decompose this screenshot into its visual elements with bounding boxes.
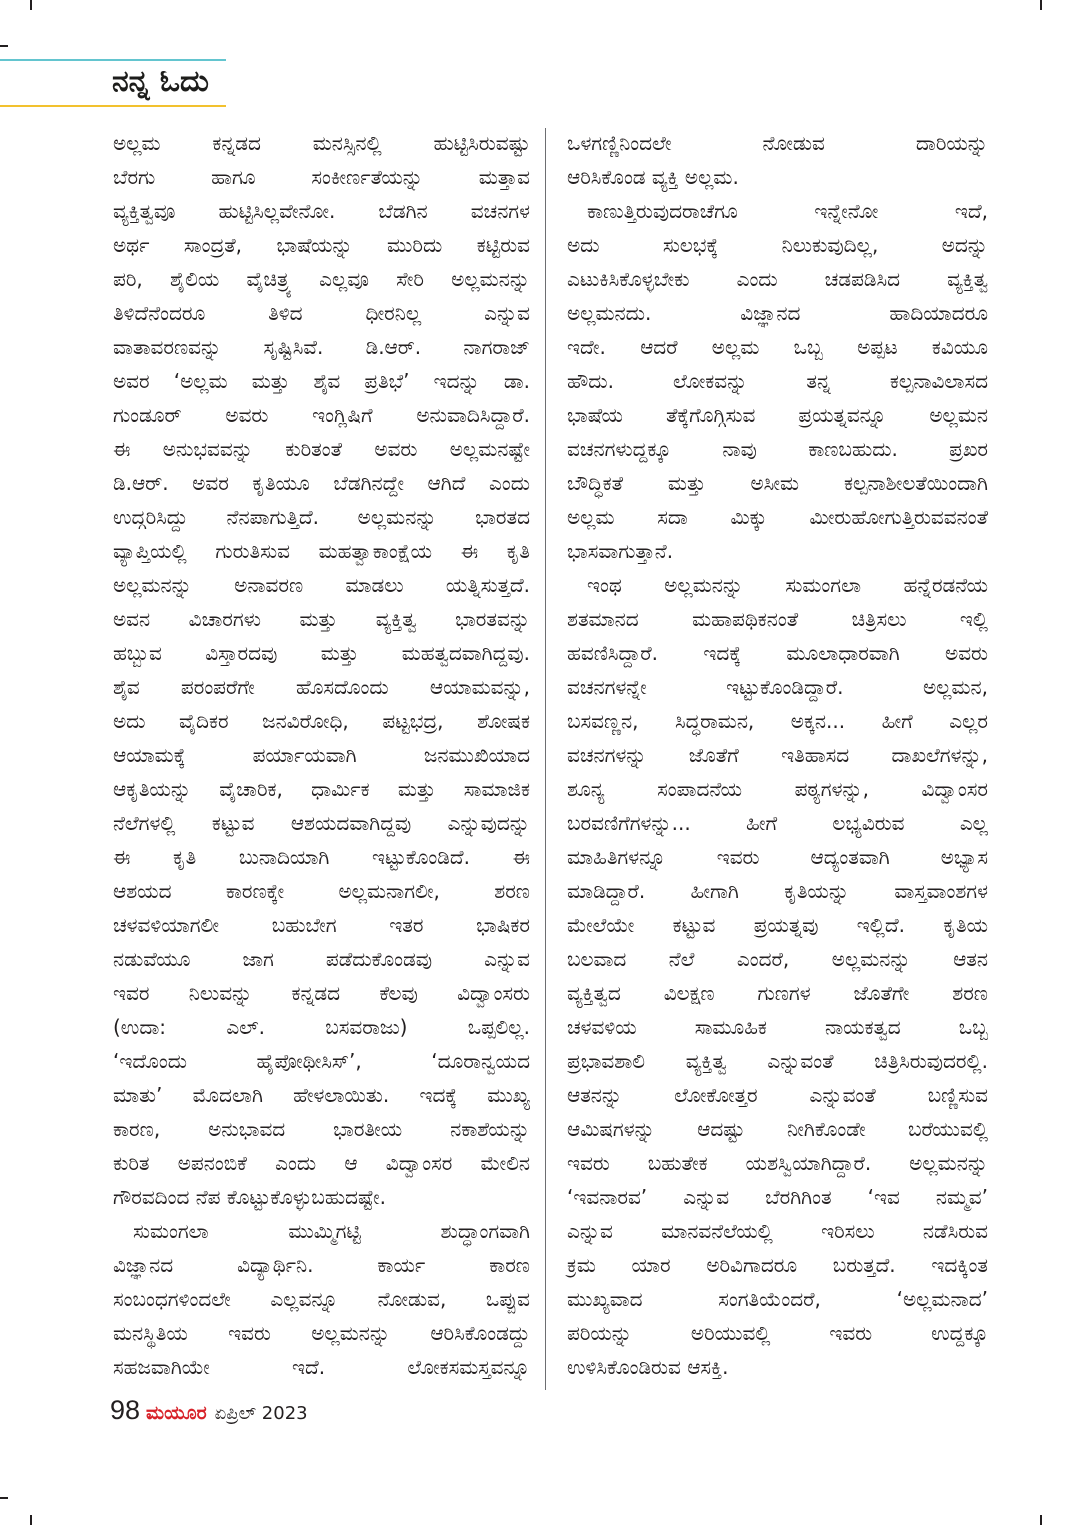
column-divider bbox=[545, 128, 546, 1390]
text-line: ವ್ಯಕ್ತಿತ್ವದ ವಿಲಕ್ಷಣ ಗುಣಗಳ ಜೊತೆಗೇ ಶರಣ bbox=[567, 981, 988, 1005]
crop-mark bbox=[1040, 0, 1042, 10]
text-line: ಭಾಸವಾಗುತ್ತಾನೆ. bbox=[567, 539, 674, 563]
text-line: ಕುರಿತ ಅಪನಂಬಿಕೆ ಎಂದು ಆ ವಿದ್ವಾಂಸರ ಮೇಲಿನ bbox=[113, 1151, 530, 1175]
text-line: ಈ ಕೃತಿ ಬುನಾದಿಯಾಗಿ ಇಟ್ಟುಕೊಂಡಿದೆ. ಈ bbox=[113, 845, 530, 869]
text-line: ಎನ್ನುವ ಮಾನವನೆಲೆಯಲ್ಲಿ ಇರಿಸಲು ನಡೆಸಿರುವ bbox=[567, 1219, 988, 1243]
text-line: ವಾತಾವರಣವನ್ನು ಸೃಷ್ಟಿಸಿವೆ. ಡಿ.ಆರ್. ನಾಗರಾಜ್ bbox=[113, 335, 530, 359]
page-number: 98 bbox=[110, 1395, 141, 1425]
text-line: ಅವನ ವಿಚಾರಗಳು ಮತ್ತು ವ್ಯಕ್ತಿತ್ವ ಭಾರತವನ್ನು bbox=[113, 607, 530, 631]
text-line: ಅದು ಸುಲಭಕ್ಕೆ ನಿಲುಕುವುದಿಲ್ಲ, ಅದನ್ನು bbox=[567, 233, 988, 257]
text-line: ನೆಲೆಗಳಲ್ಲಿ ಕಟ್ಟುವ ಆಶಯದವಾಗಿದ್ದವು ಎನ್ನುವುದನ್ನು bbox=[113, 811, 530, 835]
text-line: ಆಯಾಮಕ್ಕೆ ಪರ್ಯಾಯವಾಗಿ ಜನಮುಖಿಯಾದ bbox=[113, 743, 530, 767]
text-line: ಅಲ್ಲಮ ಸದಾ ಮಿಕ್ಕು ಮೀರುಹೋಗುತ್ತಿರುವವನಂತೆ bbox=[567, 505, 988, 529]
text-line: ಅಲ್ಲಮನದು. ವಿಜ್ಞಾನದ ಹಾದಿಯಾದರೂ bbox=[567, 301, 988, 325]
text-line: ಹವಣಿಸಿದ್ದಾರೆ. ಇದಕ್ಕೆ ಮೂಲಾಧಾರವಾಗಿ ಅವರು bbox=[567, 641, 988, 665]
text-line: ‘ಇವನಾರವ’ ಎನ್ನುವ ಬೆರಗಿಗಿಂತ ‘ಇವ ನಮ್ಮವ’ bbox=[567, 1185, 988, 1209]
page-footer bbox=[110, 1392, 308, 1428]
crop-mark bbox=[30, 1515, 32, 1525]
text-line: ಪರಿ, ಶೈಲಿಯ ವೈಚಿತ್ರ್ಯ ಎಲ್ಲವೂ ಸೇರಿ ಅಲ್ಲಮನನ್ನು bbox=[113, 267, 530, 291]
crop-mark bbox=[1040, 1515, 1042, 1525]
text-line: ಆರಿಸಿಕೊಂಡ ವ್ಯಕ್ತಿ ಅಲ್ಲಮ. bbox=[567, 165, 739, 189]
text-line: ಆಶಯದ ಕಾರಣಕ್ಕೇ ಅಲ್ಲಮನಾಗಲೀ, ಶರಣ bbox=[113, 879, 530, 903]
text-line: ಮಾತು’ ಮೊದಲಾಗಿ ಹೇಳಲಾಯಿತು. ಇದಕ್ಕೆ ಮುಖ್ಯ bbox=[113, 1083, 530, 1107]
text-line: ಪ್ರಭಾವಶಾಲಿ ವ್ಯಕ್ತಿತ್ವ ಎನ್ನುವಂತೆ ಚಿತ್ರಿಸಿರುವುದರಲ್ಲಿ. bbox=[567, 1049, 988, 1073]
text-line: ಆಕೃತಿಯನ್ನು ವೈಚಾರಿಕ, ಧಾರ್ಮಿಕ ಮತ್ತು ಸಾಮಾಜಿಕ bbox=[113, 777, 530, 801]
crop-mark bbox=[0, 45, 8, 47]
crop-mark bbox=[0, 1497, 8, 1499]
text-line: ಸಹಜವಾಗಿಯೇ ಇದೆ. ಲೋಕಸಮಸ್ತವನ್ನೂ bbox=[113, 1355, 530, 1379]
text-line: ಒಳಗಣ್ಣಿನಿಂದಲೇ ನೋಡುವ ದಾರಿಯನ್ನು bbox=[567, 131, 988, 155]
text-line: ಸುಮಂಗಲಾ ಮುಮ್ಮಿಗಟ್ಟಿ ಶುದ್ಧಾಂಗವಾಗಿ bbox=[133, 1219, 530, 1243]
text-line: ಈ ಅನುಭವವನ್ನು ಕುರಿತಂತೆ ಅವರು ಅಲ್ಲಮನಷ್ಟೇ bbox=[113, 437, 530, 461]
text-line: ಇಂಥ ಅಲ್ಲಮನನ್ನು ಸುಮಂಗಲಾ ಹನ್ನೆರಡನೆಯ bbox=[587, 573, 988, 597]
text-line: ಶತಮಾನದ ಮಹಾಪಥಿಕನಂತೆ ಚಿತ್ರಿಸಲು ಇಲ್ಲಿ bbox=[567, 607, 988, 631]
issue-date: ಏಪ್ರಿಲ್ 2023 bbox=[214, 1403, 308, 1424]
text-line: ಆತನನ್ನು ಲೋಕೋತ್ತರ ಎನ್ನುವಂತೆ ಬಣ್ಣಿಸುವ bbox=[567, 1083, 988, 1107]
text-line: ಸಂಬಂಧಗಳಿಂದಲೇ ಎಲ್ಲವನ್ನೂ ನೋಡುವ, ಒಪ್ಪುವ bbox=[113, 1287, 530, 1311]
text-line: ಉದ್ಗರಿಸಿದ್ದು ನೆನಪಾಗುತ್ತಿದೆ. ಅಲ್ಲಮನನ್ನು ಭಾರತದ bbox=[113, 505, 530, 529]
left-column bbox=[113, 126, 530, 1384]
text-line: ಗುಂಡೂರ್ ಅವರು ಇಂಗ್ಲಿಷಿಗೆ ಅನುವಾದಿಸಿದ್ದಾರೆ. bbox=[113, 403, 530, 427]
text-line: ಚಳವಳಿಯಾಗಲೀ ಬಹುಬೇಗ ಇತರ ಭಾಷಿಕರ bbox=[113, 913, 530, 937]
text-line: ಎಟುಕಿಸಿಕೊಳ್ಳಬೇಕು ಎಂದು ಚಡಪಡಿಸಿದ ವ್ಯಕ್ತಿತ್ವ bbox=[567, 267, 988, 291]
text-line: ಅಲ್ಲಮನನ್ನು ಅನಾವರಣ ಮಾಡಲು ಯತ್ನಿಸುತ್ತದೆ. bbox=[113, 573, 530, 597]
text-line: ಮುಖ್ಯವಾದ ಸಂಗತಿಯೆಂದರೆ, ‘ಅಲ್ಲಮನಾದ’ bbox=[567, 1287, 988, 1311]
text-line: ವಚನಗಳನ್ನೇ ಇಟ್ಟುಕೊಂಡಿದ್ದಾರೆ. ಅಲ್ಲಮನ, bbox=[567, 675, 988, 699]
text-line: ಹಬ್ಬುವ ವಿಸ್ತಾರದವು ಮತ್ತು ಮಹತ್ವದವಾಗಿದ್ದವು. bbox=[113, 641, 530, 665]
text-line: ತಿಳಿದೆನೆಂದರೂ ತಿಳಿದ ಧೀರನಿಲ್ಲ ಎನ್ನುವ bbox=[113, 301, 530, 325]
text-line: ಹೌದು. ಲೋಕವನ್ನು ತನ್ನ ಕಲ್ಪನಾವಿಲಾಸದ bbox=[567, 369, 988, 393]
text-line: ವಿಜ್ಞಾನದ ವಿದ್ಯಾರ್ಥಿನಿ. ಕಾರ್ಯ ಕಾರಣ bbox=[113, 1253, 530, 1277]
text-line: ಬಲವಾದ ನೆಲೆ ಎಂದರೆ, ಅಲ್ಲಮನನ್ನು ಆತನ bbox=[567, 947, 988, 971]
text-line: ಕ್ರಮ ಯಾರ ಅರಿವಿಗಾದರೂ ಬರುತ್ತದೆ. ಇದಕ್ಕಿಂತ bbox=[567, 1253, 988, 1277]
text-line: ಇವರ ನಿಲುವನ್ನು ಕನ್ನಡದ ಕೆಲವು ವಿದ್ವಾಂಸರು bbox=[113, 981, 530, 1005]
text-line: ಆಮಿಷಗಳನ್ನು ಆದಷ್ಟು ನೀಗಿಕೊಂಡೇ ಬರೆಯುವಲ್ಲಿ bbox=[567, 1117, 988, 1141]
text-line: ಉಳಿಸಿಕೊಂಡಿರುವ ಆಸಕ್ತಿ. bbox=[567, 1355, 729, 1379]
text-line: (ಉದಾ: ಎಲ್. ಬಸವರಾಜು) ಒಪ್ಪಲಿಲ್ಲ. bbox=[113, 1015, 530, 1039]
text-line: ಶೈವ ಪರಂಪರೆಗೇ ಹೊಸದೊಂದು ಆಯಾಮವನ್ನು, bbox=[113, 675, 530, 699]
text-line: ಮೇಲೆಯೇ ಕಟ್ಟುವ ಪ್ರಯತ್ನವು ಇಲ್ಲಿದೆ. ಕೃತಿಯ bbox=[567, 913, 988, 937]
text-line: ಭಾಷೆಯ ತೆಕ್ಕೆಗೊಗ್ಗಿಸುವ ಪ್ರಯತ್ನವನ್ನೂ ಅಲ್ಲಮನ bbox=[567, 403, 988, 427]
text-line: ಬೆರಗು ಹಾಗೂ ಸಂಕೀರ್ಣತೆಯನ್ನು ಮತ್ತಾವ bbox=[113, 165, 530, 189]
text-line: ಇದೇ. ಆದರೆ ಅಲ್ಲಮ ಒಬ್ಬ ಅಪ್ಪಟ ಕವಿಯೂ bbox=[567, 335, 988, 359]
text-line: ಅಲ್ಲಮ ಕನ್ನಡದ ಮನಸ್ಸಿನಲ್ಲಿ ಹುಟ್ಟಿಸಿರುವಷ್ಟು bbox=[113, 131, 530, 155]
text-line: ಪರಿಯನ್ನು ಅರಿಯುವಲ್ಲಿ ಇವರು ಉದ್ದಕ್ಕೂ bbox=[567, 1321, 988, 1345]
text-line: ಇವರು ಬಹುತೇಕ ಯಶಸ್ವಿಯಾಗಿದ್ದಾರೆ. ಅಲ್ಲಮನನ್ನು bbox=[567, 1151, 988, 1175]
text-line: ಅವರ ‘ಅಲ್ಲಮ ಮತ್ತು ಶೈವ ಪ್ರತಿಭೆ’ ಇದನ್ನು ಡಾ. bbox=[113, 369, 530, 393]
text-line: ವಚನಗಳುದ್ದಕ್ಕೂ ನಾವು ಕಾಣಬಹುದು. ಪ್ರಖರ bbox=[567, 437, 988, 461]
section-title: ನನ್ನ ಓದು bbox=[112, 64, 209, 99]
text-line: ಬಸವಣ್ಣನ, ಸಿದ್ಧರಾಮನ, ಅಕ್ಕನ... ಹೀಗೆ ಎಲ್ಲರ bbox=[567, 709, 988, 733]
text-line: ಕಾಣುತ್ತಿರುವುದರಾಚೆಗೂ ಇನ್ನೇನೋ ಇದೆ, bbox=[587, 199, 988, 223]
crop-mark bbox=[30, 0, 32, 10]
header-rule-bottom bbox=[0, 105, 226, 107]
text-line: ಮನಸ್ಥಿತಿಯ ಇವರು ಅಲ್ಲಮನನ್ನು ಆರಿಸಿಕೊಂಡದ್ದು bbox=[113, 1321, 530, 1345]
text-line: ಚಳವಳಿಯ ಸಾಮೂಹಿಕ ನಾಯಕತ್ವದ ಒಬ್ಬ bbox=[567, 1015, 988, 1039]
text-line: ಡಿ.ಆರ್. ಅವರ ಕೃತಿಯೂ ಬೆಡಗಿನದ್ದೇ ಆಗಿದೆ ಎಂದು bbox=[113, 471, 530, 495]
text-line: ಕಾರಣ, ಅನುಭಾವದ ಭಾರತೀಯ ನಕಾಶೆಯನ್ನು bbox=[113, 1117, 530, 1141]
text-line: ಅದು ವೈದಿಕರ ಜನವಿರೋಧಿ, ಪಟ್ಟಭದ್ರ, ಶೋಷಕ bbox=[113, 709, 530, 733]
text-line: ವ್ಯಕ್ತಿತ್ವವೂ ಹುಟ್ಟಿಸಿಲ್ಲವೇನೋ. ಬೆಡಗಿನ ವಚನಗಳ bbox=[113, 199, 530, 223]
text-line: ವಚನಗಳನ್ನು ಜೊತೆಗೆ ಇತಿಹಾಸದ ದಾಖಲೆಗಳನ್ನು, bbox=[567, 743, 988, 767]
text-line: ಗೌರವದಿಂದ ನೆಪ ಕೊಟ್ಟುಕೊಳ್ಳುಬಹುದಷ್ಟೇ. bbox=[113, 1185, 386, 1209]
text-line: ಬರವಣಿಗೆಗಳನ್ನು... ಹೀಗೆ ಲಭ್ಯವಿರುವ ಎಲ್ಲ bbox=[567, 811, 988, 835]
text-line: ಮಾಹಿತಿಗಳನ್ನೂ ಇವರು ಆದ್ಯಂತವಾಗಿ ಅಭ್ಯಾಸ bbox=[567, 845, 988, 869]
text-line: ಶೂನ್ಯ ಸಂಪಾದನೆಯ ಪಠ್ಯಗಳನ್ನು, ವಿದ್ವಾಂಸರ bbox=[567, 777, 988, 801]
text-line: ಮಾಡಿದ್ದಾರೆ. ಹೀಗಾಗಿ ಕೃತಿಯನ್ನು ವಾಸ್ತವಾಂಶಗಳ bbox=[567, 879, 988, 903]
text-line: ಬೌದ್ಧಿಕತೆ ಮತ್ತು ಅಸೀಮ ಕಲ್ಪನಾಶೀಲತೆಯಿಂದಾಗಿ bbox=[567, 471, 988, 495]
text-line: ಅರ್ಥ ಸಾಂದ್ರತೆ, ಭಾಷೆಯನ್ನು ಮುರಿದು ಕಟ್ಟಿರುವ bbox=[113, 233, 530, 257]
text-line: ವ್ಯಾಪ್ತಿಯಲ್ಲಿ ಗುರುತಿಸುವ ಮಹತ್ವಾಕಾಂಕ್ಷೆಯ ಈ ಕೃತಿ bbox=[113, 539, 530, 563]
magazine-logo: ಮಯೂರ bbox=[146, 1402, 207, 1424]
text-line: ‘ಇದೊಂದು ಹೈಪೋಥೀಸಿಸ್’, ‘ದೂರಾನ್ವಯದ bbox=[113, 1049, 530, 1073]
text-line: ನಡುವೆಯೂ ಜಾಗ ಪಡೆದುಕೊಂಡವು ಎನ್ನುವ bbox=[113, 947, 530, 971]
header-rule-top bbox=[0, 59, 226, 61]
right-column bbox=[567, 126, 988, 1384]
